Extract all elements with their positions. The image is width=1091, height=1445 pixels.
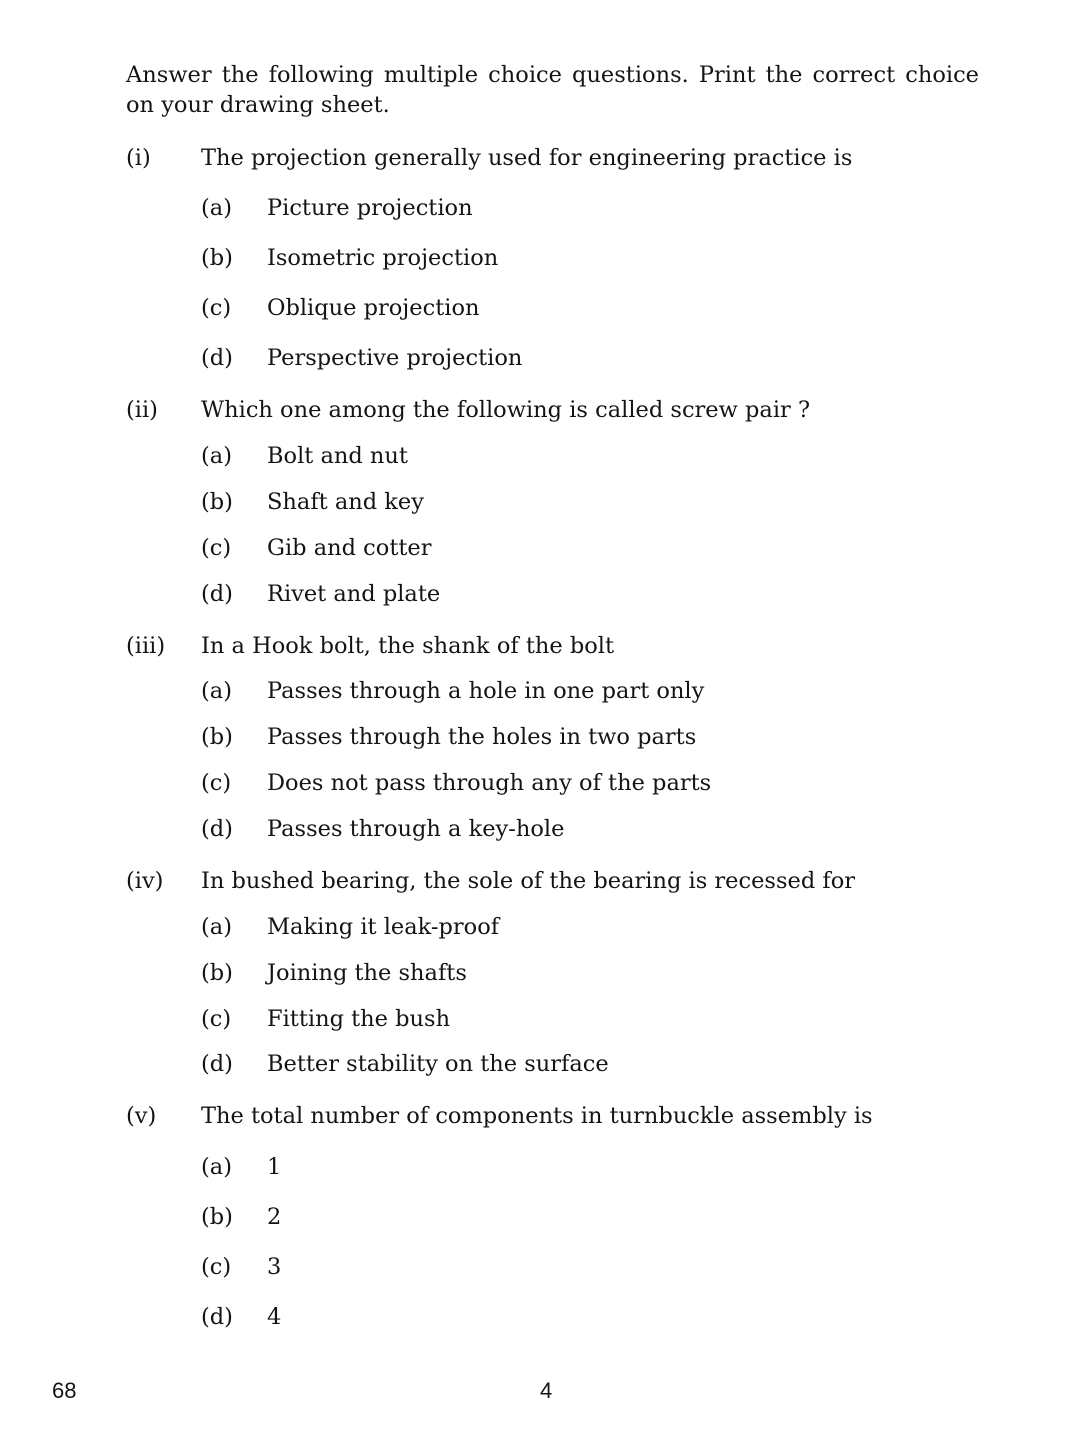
option-text: 3 — [267, 1254, 282, 1280]
question-text: In bushed bearing, the sole of the bearing is recessed for — [201, 868, 856, 894]
question-number: (iv) — [126, 868, 164, 894]
option-text: Passes through the holes in two parts — [267, 724, 697, 750]
option-label: (a) — [201, 195, 232, 221]
option-label: (c) — [201, 770, 232, 796]
option-text: Joining the shafts — [267, 960, 467, 986]
option-text: Oblique projection — [267, 295, 480, 321]
page-number: 4 — [540, 1378, 553, 1403]
option-text: Making it leak-proof — [267, 914, 500, 940]
instructions: Answer the following multiple choice questions. Print the correct choice on your drawing sheet. — [126, 62, 979, 118]
option-label: (a) — [201, 914, 232, 940]
option-text: 4 — [267, 1304, 282, 1330]
option-text: Perspective projection — [267, 345, 523, 371]
option-text: Better stability on the surface — [267, 1051, 609, 1077]
option-label: (b) — [201, 1204, 233, 1230]
option-text: 1 — [267, 1154, 282, 1180]
option-label: (a) — [201, 443, 232, 469]
option-label: (b) — [201, 245, 233, 271]
option-label: (d) — [201, 345, 233, 371]
option-text: Fitting the bush — [267, 1006, 451, 1032]
question-text: The projection generally used for engineering practice is — [201, 145, 853, 171]
question-number: (ii) — [126, 397, 158, 423]
question-text: In a Hook bolt, the shank of the bolt — [201, 633, 615, 659]
option-text: Rivet and plate — [267, 581, 441, 607]
option-label: (d) — [201, 1304, 233, 1330]
option-text: Shaft and key — [267, 489, 424, 515]
option-text: Picture projection — [267, 195, 473, 221]
option-label: (b) — [201, 724, 233, 750]
question-number: (v) — [126, 1103, 157, 1129]
option-text: Isometric projection — [267, 245, 499, 271]
option-text: Gib and cotter — [267, 535, 432, 561]
option-label: (a) — [201, 1154, 232, 1180]
option-label: (c) — [201, 535, 232, 561]
option-text: Does not pass through any of the parts — [267, 770, 712, 796]
question-number: (iii) — [126, 633, 166, 659]
option-label: (b) — [201, 489, 233, 515]
option-label: (d) — [201, 1051, 233, 1077]
option-label: (b) — [201, 960, 233, 986]
option-text: Passes through a hole in one part only — [267, 678, 705, 704]
option-label: (d) — [201, 816, 233, 842]
option-text: Bolt and nut — [267, 443, 408, 469]
question-number: (i) — [126, 145, 151, 171]
option-label: (a) — [201, 678, 232, 704]
paper-code: 68 — [52, 1378, 77, 1403]
option-text: 2 — [267, 1204, 282, 1230]
question-text: Which one among the following is called screw pair ? — [201, 397, 811, 423]
option-label: (c) — [201, 1254, 232, 1280]
option-text: Passes through a key-hole — [267, 816, 565, 842]
option-label: (c) — [201, 1006, 232, 1032]
option-label: (c) — [201, 295, 232, 321]
question-text: The total number of components in turnbuckle assembly is — [201, 1103, 873, 1129]
option-label: (d) — [201, 581, 233, 607]
